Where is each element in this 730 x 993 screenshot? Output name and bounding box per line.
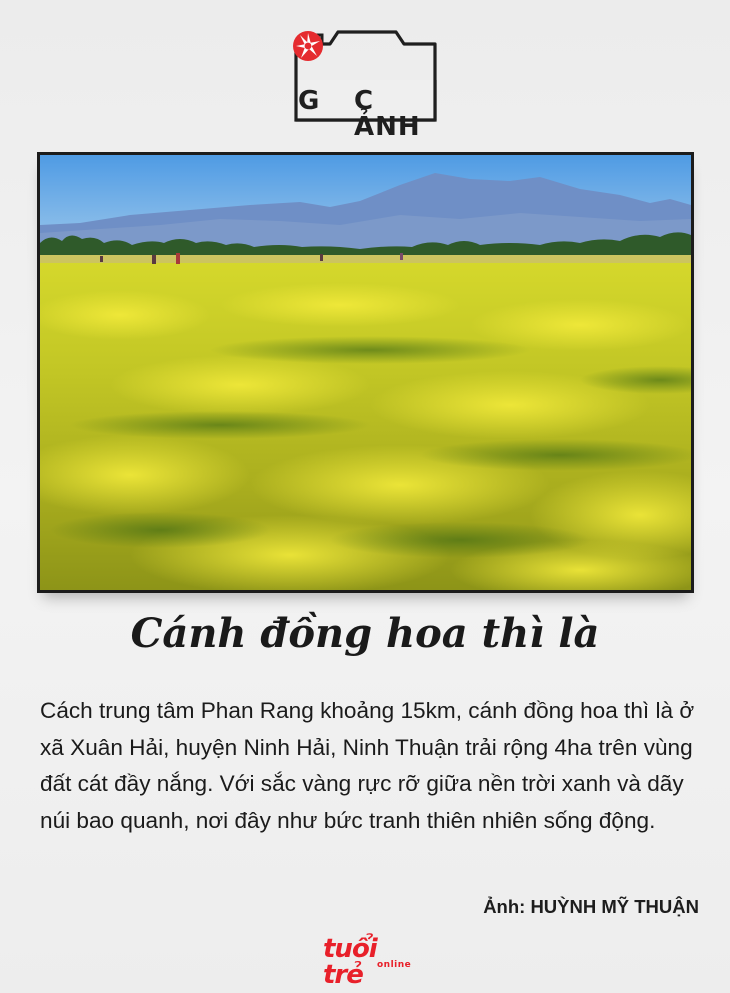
article-body: Cách trung tâm Phan Rang khoảng 15km, cánh đồng hoa thì là ở xã Xuân Hải, huyện Ninh Hải, Ninh Thuận trải rộng 4ha trên vùng đất cát đầy nắng. Với sắc vàng rực rỡ giữa nền trời xanh và dãy núi bao quanh, nơi đây như bức tranh thiên nhiên sống động. xyxy=(40,698,695,833)
tuoi-tre-online-logo xyxy=(323,934,419,990)
logo-text-right: C ẢNH xyxy=(354,86,421,142)
goc-anh-logo xyxy=(292,30,438,142)
landscape-photo xyxy=(40,155,691,590)
brand-wordmark: tuổi trẻ xyxy=(323,934,377,990)
camera-aperture-icon xyxy=(292,30,324,62)
brand-subtitle: online xyxy=(377,960,412,970)
photo-credit: Ảnh: HUỲNH MỸ THUẬN xyxy=(483,896,699,917)
logo-text-left: G xyxy=(298,86,321,116)
article-title: Cánh đồng hoa thì là xyxy=(130,610,600,657)
photo-frame xyxy=(37,152,694,593)
